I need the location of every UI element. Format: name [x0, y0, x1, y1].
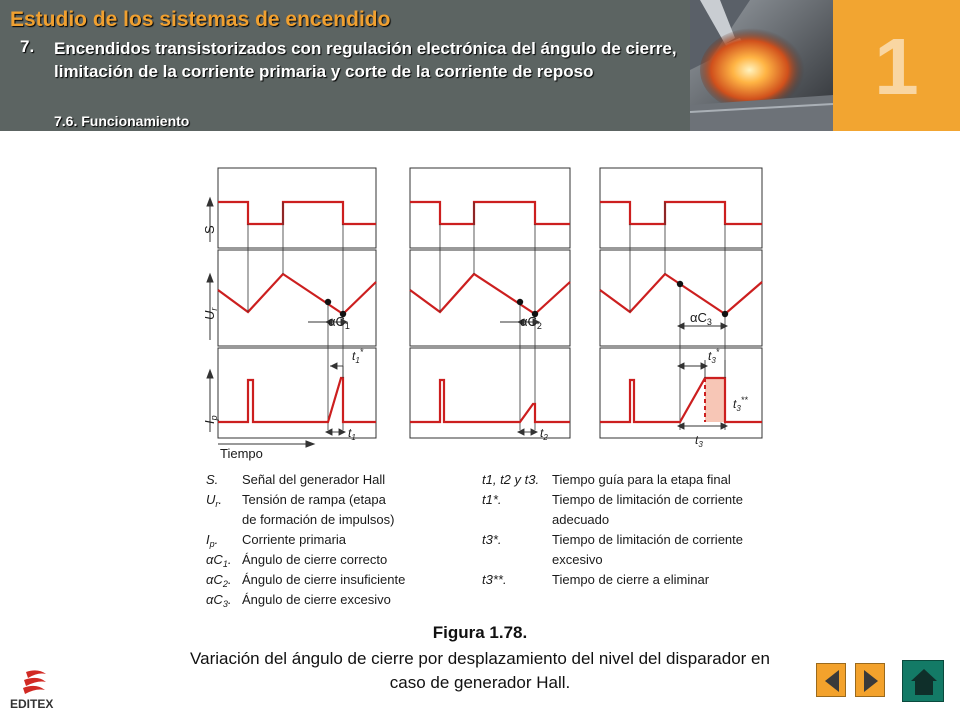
- time-label-t2: $t_2$: [540, 426, 548, 442]
- legend-left-text-3: Corriente primaria: [242, 532, 347, 547]
- legend-left-symbol-6: $\alpha C_3$.: [206, 592, 232, 609]
- panel-1-hall-frame: [218, 168, 376, 248]
- panel-2-ramp-frame: [410, 250, 570, 346]
- legend-right-text-0: Tiempo guía para la etapa final: [552, 472, 731, 487]
- legend-right-symbol-1: t1*.: [482, 492, 502, 507]
- ramp-trigger-dot-2: [517, 299, 523, 305]
- legend-left-text-5: Ángulo de cierre insuficiente: [242, 572, 406, 587]
- panel-3-ramp-frame: [600, 250, 762, 346]
- primary-current-1: [218, 378, 376, 422]
- angle-label-c1: $\alpha C_1$: [328, 314, 350, 331]
- hall-signal-2: [410, 202, 570, 224]
- legend-left-symbol-3: $I_p$.: [206, 532, 219, 549]
- legend-right-text-5: Tiempo de cierre a eliminar: [552, 572, 710, 587]
- ramp-trigger-dot-1: [325, 299, 331, 305]
- legend-right-text-2: adecuado: [552, 512, 610, 527]
- panel-2-current-frame: [410, 348, 570, 438]
- ramp-trigger-dot-3: [677, 281, 683, 287]
- time-label-t3-double-star: $t_3^{**}$: [733, 395, 748, 413]
- section-title: Encendidos transistorizados con regulación electrónica del ángulo de cierre, limitación de la corriente primaria y corte de la corriente de reposo: [54, 39, 677, 81]
- row-label-s: S: [202, 225, 217, 234]
- figure-caption: Variación del ángulo de cierre por desplazamiento del nivel del disparador en caso de generador Hall.: [190, 649, 770, 692]
- panel-3-hall-frame: [600, 168, 762, 248]
- legend-right-text-3: Tiempo de limitación de corriente: [552, 532, 743, 547]
- legend-left-symbol-4: $\alpha C_1$.: [206, 552, 232, 569]
- time-label-t3: $t_3$: [695, 433, 703, 449]
- hall-signal-1: [218, 202, 376, 224]
- header-band: [0, 0, 690, 131]
- ramp-voltage-1: [218, 274, 376, 314]
- legend-left-text-6: Ángulo de cierre excesivo: [242, 592, 391, 607]
- legend-left-symbol-5: $\alpha C_2$.: [206, 572, 232, 589]
- angle-label-c3: $\alpha C_3$: [690, 310, 712, 327]
- home-button[interactable]: [902, 660, 944, 702]
- time-label-t1: $t_1$: [348, 426, 356, 442]
- legend-left-symbol-0: S.: [206, 472, 219, 487]
- legend-left-text-2: de formación de impulsos): [242, 512, 395, 527]
- ramp-voltage-3: [600, 274, 762, 314]
- legend-left-symbol-1: $U_r$.: [206, 492, 223, 509]
- legend-left: [206, 472, 405, 609]
- legend-right: [482, 472, 743, 587]
- dwell-angle-diagram: [180, 160, 780, 610]
- legend-left-text-4: Ángulo de cierre correcto: [242, 552, 388, 567]
- logo-wordmark: EDITEX: [10, 697, 54, 711]
- editex-logo: [8, 668, 74, 712]
- panel-1-ramp-frame: [218, 250, 376, 346]
- legend-left-text-0: Señal del generador Hall: [242, 472, 386, 487]
- ramp-voltage-2: [410, 274, 570, 314]
- time-label-t1-star: $t_1^*$: [352, 347, 364, 365]
- angle-label-c2: $\alpha C_2$: [520, 314, 542, 331]
- chapter-number: 1: [874, 22, 919, 111]
- home-icon: [911, 669, 937, 695]
- arrow-right-icon: [864, 670, 878, 692]
- panel-2-hall-frame: [410, 168, 570, 248]
- figure-title: Figura 1.78.: [432, 623, 528, 642]
- primary-current-2: [410, 380, 570, 422]
- chapter-badge: [833, 0, 960, 131]
- previous-slide-button[interactable]: [816, 663, 846, 697]
- ramp-end-dot-3: [722, 311, 728, 317]
- row-label-ur: $U_r$: [202, 307, 219, 320]
- legend-right-symbol-5: t3**.: [482, 572, 507, 587]
- engine-spark-photo: [690, 0, 833, 131]
- hall-signal-3: [600, 202, 762, 224]
- subsection-title: 7.6. Funcionamiento: [54, 113, 190, 129]
- legend-right-text-4: excesivo: [552, 552, 603, 567]
- legend-right-symbol-0: t1, t2 y t3.: [482, 472, 540, 487]
- row-label-ip: $I_p$: [202, 415, 219, 424]
- legend-right-symbol-3: t3*.: [482, 532, 502, 547]
- legend-left-text-1: Tensión de rampa (etapa: [242, 492, 386, 507]
- next-slide-button[interactable]: [855, 663, 885, 697]
- section-number: 7.: [20, 37, 35, 56]
- time-axis-label: Tiempo: [220, 446, 263, 461]
- arrow-left-icon: [825, 670, 839, 692]
- excess-dwell-area: [705, 378, 725, 422]
- legend-right-text-1: Tiempo de limitación de corriente: [552, 492, 743, 507]
- primary-current-3: [600, 378, 762, 422]
- time-label-t3-star: $t_3^*$: [708, 347, 720, 365]
- slide-title: Estudio de los sistemas de encendido: [10, 8, 391, 31]
